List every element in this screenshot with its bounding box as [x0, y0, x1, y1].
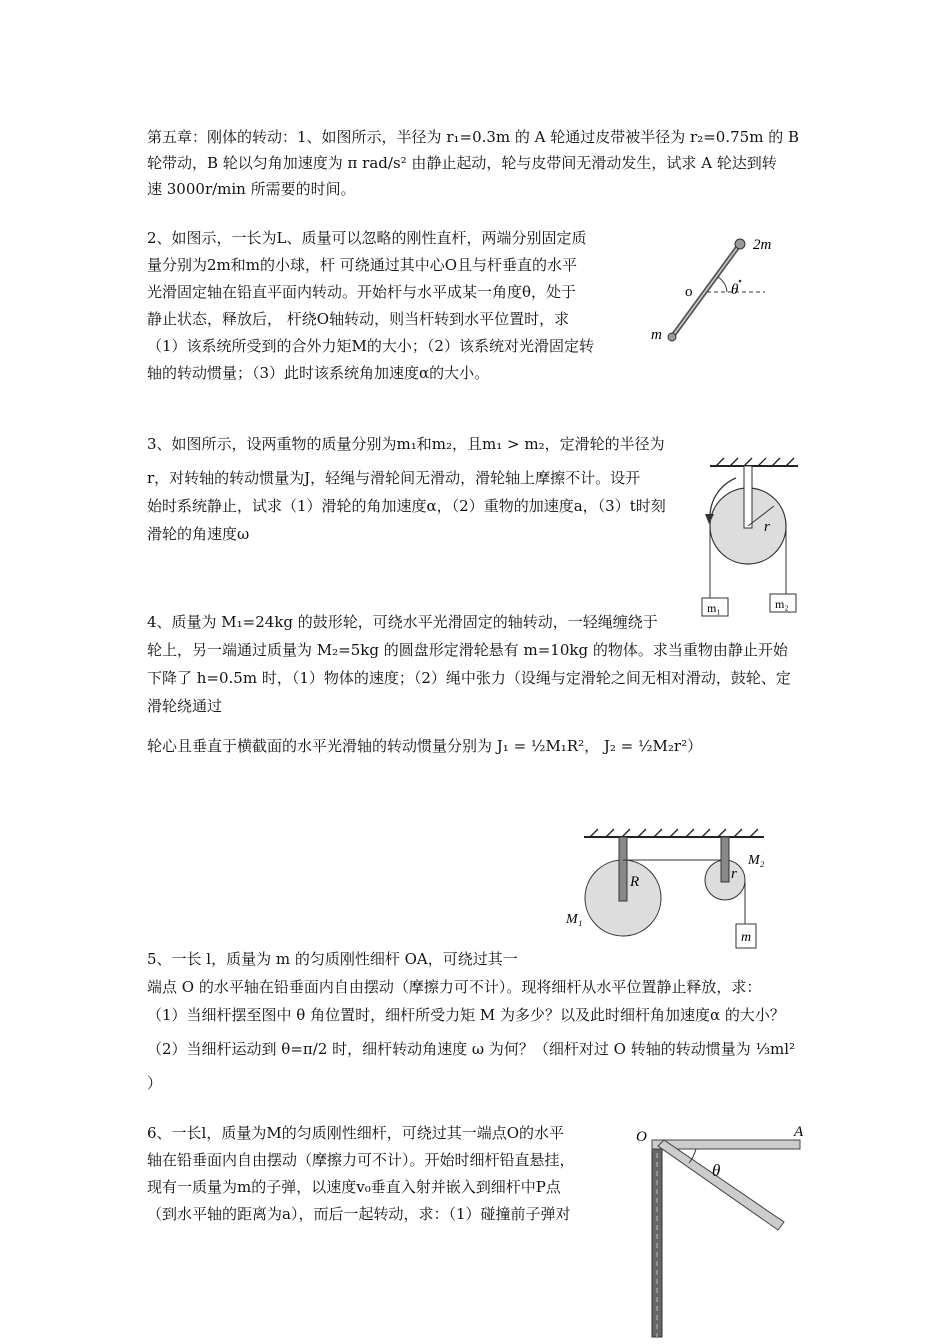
q1-text — [147, 124, 827, 202]
q5-text — [147, 945, 827, 1097]
q4-moment-line: 轮心且垂直于横截面的水平光滑轴的转动惯量分别为 J₁ = ½M₁R²， J₂ = ½M₂r²） — [147, 737, 703, 755]
q6-line: 轴在铅垂面内自由摆动（摩擦力可不计）。开始时细杆铅直悬挂， — [147, 1151, 575, 1169]
q5-line: 5、一长 l，质量为 m 的匀质刚性细杆 OA，可绕过其一 — [147, 950, 518, 968]
q4-line: 下降了 h=0.5m 时，（1）物体的速度；（2）绳中张力（设绳与定滑轮之间无相对滑动，鼓轮、定 — [147, 669, 791, 687]
q2-label-theta: θ — [731, 282, 739, 298]
q5-line: （1）当细杆摆至图中 θ 角位置时，细杆所受力矩 M 为多少？以及此时细杆角加速度α 的大小？ — [147, 1006, 785, 1024]
q6-label-theta: θ — [712, 1161, 721, 1180]
q6-line: （到水平轴的距离为a），而后一起转动，求：（1）碰撞前子弹对 — [147, 1205, 571, 1223]
q4-label-M1: M₁ — [566, 912, 583, 927]
q4-label-M2: M₂ — [748, 853, 765, 868]
q2-line: 光滑固定轴在铅直平面内转动。开始杆与水平成某一角度θ，处于 — [147, 283, 577, 301]
q2-line: 2、如图示，一长为L、质量可以忽略的刚性直杆，两端分别固定质 — [147, 229, 587, 247]
q1-line3: 速 3000r/min 所需要的时间。 — [147, 180, 356, 198]
q2-ball-m — [668, 333, 676, 341]
q6-label-A: A — [794, 1124, 804, 1140]
q3-text — [147, 430, 692, 548]
q3-line: r，对转轴的转动惯量为J，轻绳与滑轮间无滑动，滑轮轴上摩擦不计。设开 — [147, 469, 641, 487]
q4-line: 4、质量为 M₁=24kg 的鼓形轮，可绕水平光滑固定的轴转动，一轻绳缠绕于 — [147, 613, 658, 631]
q2-ball-2m — [735, 239, 745, 249]
q4-label-r: r — [731, 866, 737, 882]
q4-label-m: m — [741, 930, 752, 945]
q6-rod-rotated — [658, 1140, 784, 1230]
q3-pulley-figure — [698, 458, 808, 618]
q3-label-m2: m₂ — [775, 597, 789, 611]
q2-label-2m: 2m — [753, 237, 772, 253]
q4-label-R: R — [630, 874, 640, 890]
q5-line: （2）当细杆运动到 θ=π/2 时，细杆转动角速度 ω 为何？（细杆对过 O 转轴的转动惯量为 ⅓ml² — [147, 1040, 796, 1058]
q2-rod-figure — [645, 232, 805, 362]
q1-line2: 轮带动，B 轮以匀角加速度为 π rad/s² 由静止起动，轮与皮带间无滑动发生，试求 A 轮达到转 — [147, 154, 777, 172]
q2-line: 静止状态，释放后， 杆绕O轴转动，则当杆转到水平位置时，求 — [147, 310, 570, 328]
q3-line: 始时系统静止，试求（1）滑轮的角加速度α，（2）重物的加速度a，（3）t时刻 — [147, 497, 666, 515]
q3-line: 3、如图所示，设两重物的质量分别为m₁和m₂，且m₁ > m₂，定滑轮的半径为 — [147, 435, 665, 453]
q6-text — [147, 1120, 627, 1228]
q4-text — [147, 608, 827, 720]
q2-label-o: o — [685, 284, 693, 300]
q6-line: 现有一质量为m的子弹，以速度v₀垂直入射并嵌入到细杆中P点 — [147, 1178, 561, 1196]
q2-line: （1）该系统所受到的合外力矩M的大小；（2）该系统对光滑固定转 — [147, 337, 594, 355]
q3-axle-support — [744, 466, 752, 528]
q2-angle-arc — [718, 277, 727, 292]
q2-line: 量分别为2m和m的小球，杆 可绕通过其中心O且与杆垂直的水平 — [147, 256, 578, 274]
q3-line: 滑轮的角速度ω — [147, 525, 250, 543]
q5-line: 端点 O 的水平轴在铅垂面内自由摆动（摩擦力可不计）。现将细杆从水平位置静止释放，求： — [147, 978, 762, 996]
q5-line: ） — [147, 1074, 163, 1092]
q6-line: 6、一长l，质量为M的匀质刚性细杆，可绕过其一端点O的水平 — [147, 1124, 564, 1142]
q3-label-m1: m₁ — [707, 601, 721, 615]
q3-radius-label: r — [764, 519, 770, 535]
q4-drum-figure — [568, 828, 768, 958]
q6-rod-figure — [634, 1124, 814, 1339]
q2-text — [147, 225, 637, 387]
q4-pulley-support — [721, 837, 729, 882]
q4-line: 滑轮绕通过 — [147, 697, 223, 715]
q2-label-m: m — [651, 327, 662, 343]
q4-drum-support — [619, 837, 627, 901]
q6-label-O: O — [636, 1129, 647, 1145]
q1-line1: 第五章：刚体的转动：1、如图所示，半径为 r₁=0.3m 的 A 轮通过皮带被半径为 r₂=0.75m 的 B — [147, 128, 799, 146]
q2-line: 轴的转动惯量；（3）此时该系统角加速度α的大小。 — [147, 364, 490, 382]
q4-line: 轮上，另一端通过质量为 M₂=5kg 的圆盘形定滑轮悬有 m=10kg 的物体。求当重物由静止开始 — [147, 641, 788, 659]
